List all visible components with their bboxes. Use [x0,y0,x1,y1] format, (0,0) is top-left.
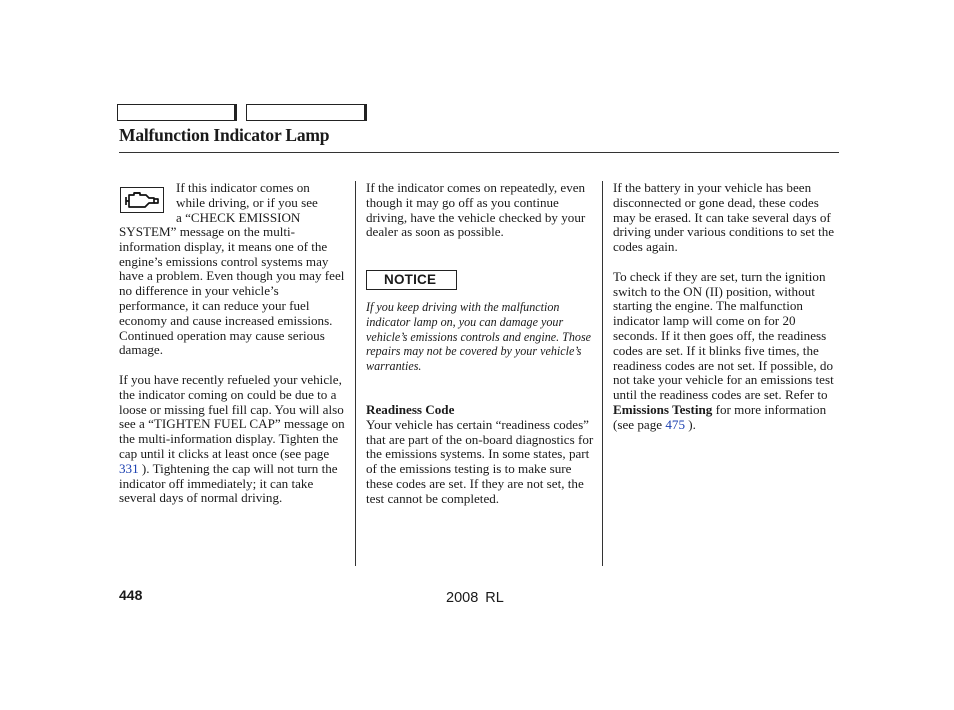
footer-model: 2008 RL [446,590,504,606]
col1-line-1: If this indicator comes on [176,180,310,195]
column-1 [119,225,351,506]
emissions-testing-ref: Emissions Testing [613,401,713,417]
col1-paragraph-2: If you have recently refueled your vehicle, the indicator coming on could be due to a loose or missing fuel fill cap. You will also see a “TIGHTEN FUEL CAP” message on the multi-information display. Tighten the cap until it clicks at least once (see page 331 ). Tightening the cap will not turn the indicator off immediately; it can take several days of normal driving. [119,371,345,506]
col1-paragraph-1: SYSTEM” message on the multi-information display, it means one of the engine’s emissions control systems may have a problem. Even though you may feel no difference in your vehicle’s performance, it can reduce your fuel economy and cause increased emissions. Continued operation may cause serious damage. [119,224,345,358]
notice-text: If you keep driving with the malfunction indicator lamp on, you can damage your vehicle’s emissions controls and engine. Those repairs may not be covered by your vehicle’s warranties. [366,300,592,374]
col2-paragraph-1: If the indicator comes on repeatedly, even though it may go off as you continue driving, have the vehicle checked by your dealer as soon as possible. [366,180,586,240]
check-engine-icon [120,187,164,213]
col3-paragraph-1: If the battery in your vehicle has been disconnected or gone dead, these codes may be erased. It can take several days of driving under various conditions to set the codes again. [613,180,835,255]
page-number: 448 [119,587,143,603]
col1-line-3: a “CHECK EMISSION [176,209,301,225]
column-3 [613,181,841,433]
col1-intro [176,181,351,225]
col1-line-2: while driving, or if you see [176,194,318,210]
col2-paragraph-2: Your vehicle has certain “readiness codes” that are part of the on-board diagnostics for the emissions systems. In some states, part of the emissions testing is to make sure these codes are set. If they are not set, the test cannot be completed. [366,416,594,506]
page-title: Malfunction Indicator Lamp [119,125,330,145]
column-2 [366,181,598,240]
readiness-section [366,403,598,507]
title-rule [119,152,839,153]
page-link-475[interactable]: 475 [665,416,685,432]
column-divider-1 [355,181,356,566]
nav-tab-2[interactable] [246,104,367,121]
readiness-heading: Readiness Code [366,402,455,417]
nav-tab-1[interactable] [117,104,237,121]
col3-paragraph-2: To check if they are set, turn the ignition switch to the ON (II) position, without starting the engine. The malfunction indicator lamp will come on for 20 seconds. If it then goes off, the readiness codes are set. If it blinks five times, the readiness codes are not set. If possible, do not take your vehicle for an emissions test until the readiness codes are set. Refer to Emissions Testing for more information (see page 475 ). [613,268,834,432]
notice-label: NOTICE [366,270,457,290]
column-divider-2 [602,181,603,566]
page-link-331[interactable]: 331 [119,460,139,476]
